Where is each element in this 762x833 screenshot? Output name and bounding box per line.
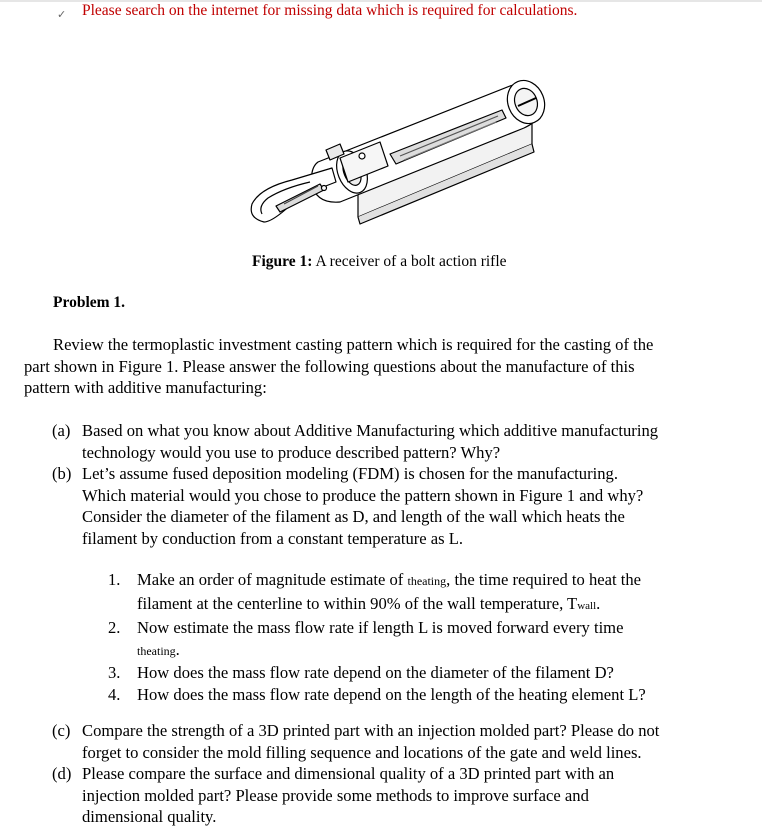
figure-caption [252, 253, 507, 271]
problem-heading: Problem 1. [53, 294, 126, 311]
question-a [52, 420, 752, 463]
subquestion-line [137, 569, 748, 593]
question-list-ab [52, 420, 752, 549]
question-line: dimensional quality. [82, 807, 217, 826]
question-label: (b) [52, 464, 72, 483]
subquestion-3 [108, 662, 748, 684]
question-line: Please compare the surface and dimensional quality of a 3D printed part with an [82, 764, 615, 783]
question-line: injection molded part? Please provide some methods to improve surface and [82, 785, 589, 805]
intro-line: part shown in Figure 1. Please answer the following questions about the manufacture of this [24, 356, 635, 376]
text-segment: , the time required to heat the [446, 570, 642, 589]
check-icon: ✓ [57, 8, 67, 21]
figure-caption-label: Figure 1: [252, 253, 313, 270]
subquestion-line: How does the mass flow rate depend on the diameter of the filament D? [137, 663, 614, 682]
text-segment: . [175, 639, 180, 659]
question-line: technology would you use to produce described pattern? Why? [82, 442, 501, 462]
text-segment: Make an order of magnitude estimate of [137, 570, 408, 589]
t-heating-variable: theating [137, 643, 176, 658]
question-line: Based on what you know about Additive Manufacturing which additive manufacturing [82, 421, 659, 440]
subquestion-4 [108, 684, 748, 706]
subquestion-line [137, 593, 748, 618]
subquestion-list [108, 569, 748, 705]
subquestion-number: 4. [108, 684, 121, 704]
question-label: (c) [52, 721, 71, 740]
subquestion-number: 2. [108, 618, 121, 637]
figure-caption-text: A receiver of a bolt action rifle [312, 253, 507, 270]
question-b [52, 463, 752, 549]
question-label: (d) [52, 764, 72, 783]
question-line: Let’s assume fused deposition modeling (FDM) is chosen for the manufacturing. [82, 464, 618, 483]
question-label: (a) [52, 421, 71, 440]
rifle-receiver-drawing-icon [240, 72, 550, 247]
t-heating-variable: theating [407, 574, 447, 588]
question-list-cd [52, 720, 752, 828]
question-line: Which material would you chose to produce the pattern shown in Figure 1 and why? [82, 485, 644, 505]
subquestion-1 [108, 569, 748, 617]
intro-line: Review the termoplastic investment casting pattern which is required for the casting of the [53, 335, 654, 354]
subquestion-line [137, 639, 748, 663]
question-line: Compare the strength of a 3D printed part with an injection molded part? Please do not [82, 721, 660, 740]
question-line: forget to consider the mold filling sequence and locations of the gate and weld lines. [82, 742, 642, 762]
question-line: Consider the diameter of the filament as D, and length of the wall which heats the [82, 507, 625, 526]
text-segment: filament at the centerline to within 90% of the wall temperature, T [137, 593, 578, 613]
subquestion-number: 1. [108, 570, 121, 589]
instruction-note: Please search on the internet for missing data which is required for calculations. [82, 2, 578, 19]
question-c [52, 720, 752, 763]
subquestion-2 [108, 617, 748, 662]
subquestion-line: How does the mass flow rate depend on the length of the heating element L? [137, 684, 646, 704]
question-d [52, 763, 752, 828]
text-segment: . [596, 593, 601, 613]
subquestion-line: Now estimate the mass flow rate if length L is moved forward every time [137, 618, 624, 637]
intro-line: pattern with additive manufacturing: [24, 378, 267, 397]
question-line: filament by conduction from a constant temperature as L. [82, 528, 464, 548]
subquestion-number: 3. [108, 663, 121, 682]
problem-intro [24, 334, 744, 399]
t-wall-subscript: wall [577, 599, 597, 612]
